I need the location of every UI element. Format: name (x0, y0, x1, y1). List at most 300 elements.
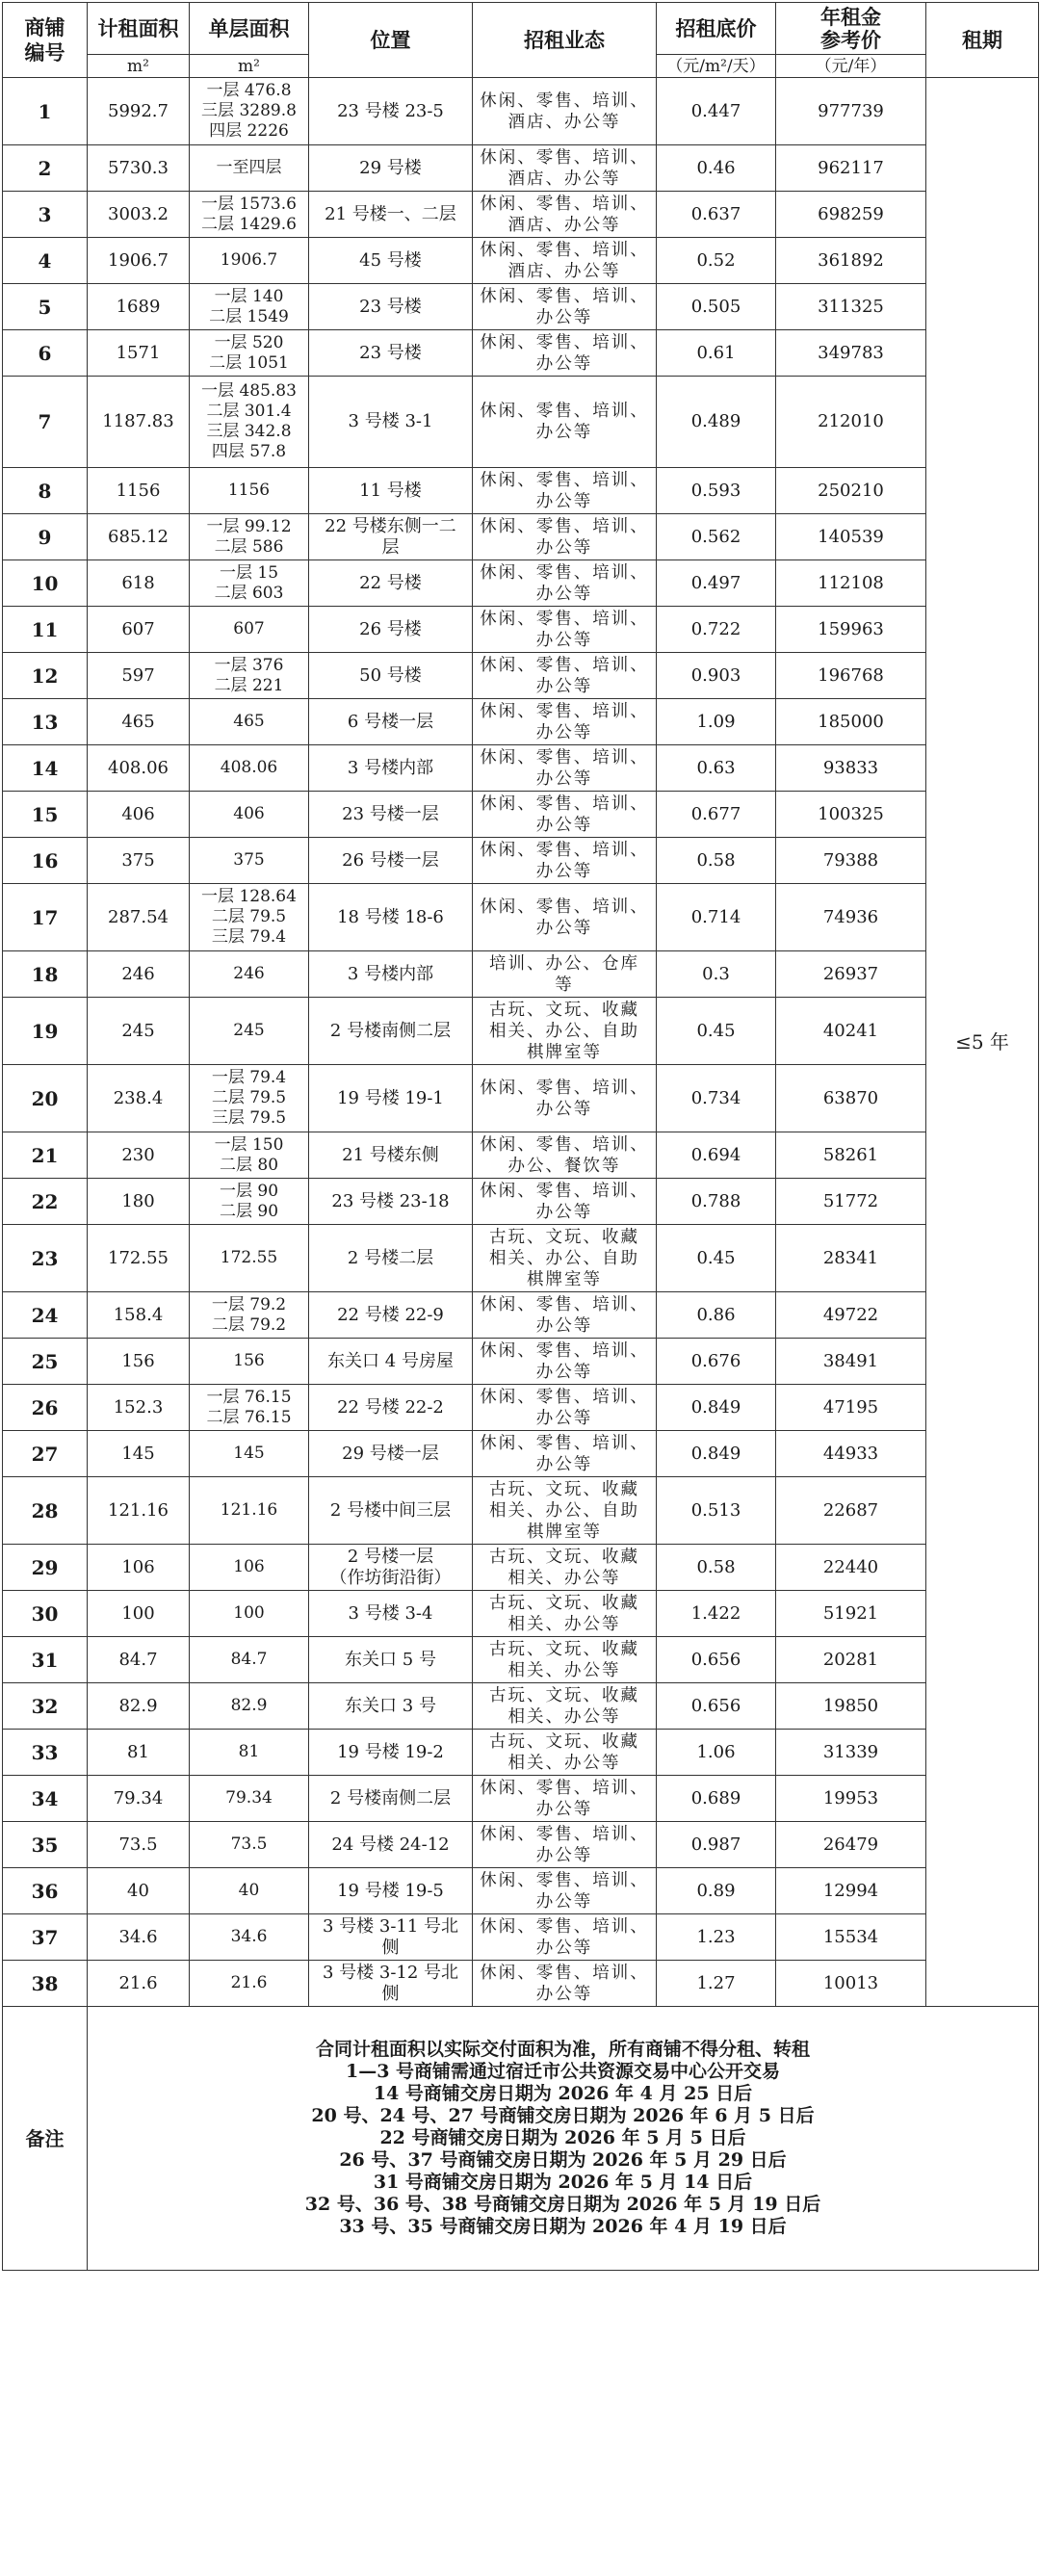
cell-location-line: 24 号楼 24-12 (331, 1834, 450, 1855)
cell-shop-no-text: 24 (31, 1303, 59, 1327)
cell-rent-area-text: 81 (127, 1741, 149, 1762)
cell-rent-area-text: 79.34 (113, 1787, 164, 1808)
cell-location-line: 29 号楼 (359, 157, 422, 178)
cell-rent-area (88, 1545, 190, 1591)
cell-floor-area-line: 二层 603 (214, 583, 284, 603)
cell-shop-no-text: 5 (38, 295, 52, 319)
cell-business-line: 相关、办公等 (507, 1706, 621, 1727)
cell-shop-no-text: 2 (38, 156, 52, 180)
cell-business-line: 休闲、零售、培训、 (480, 194, 649, 214)
cell-base-price (657, 745, 776, 792)
cell-shop-no (3, 1292, 88, 1339)
shop-rental-table (2, 2, 1039, 2271)
cell-business-line: 棋牌室等 (527, 1522, 602, 1542)
cell-floor-area-line: 172.55 (220, 1248, 278, 1267)
cell-business-line: 办公等 (535, 1315, 593, 1336)
cell-location (309, 1132, 473, 1179)
header-term-text: 租期 (962, 27, 1002, 52)
cell-floor-area-line: 408.06 (220, 758, 278, 777)
cell-base-price-text: 0.63 (696, 757, 736, 778)
cell-annual-rent-text: 10013 (822, 1972, 879, 1993)
cell-location (309, 1431, 473, 1477)
cell-business (473, 377, 657, 468)
cell-base-price (657, 699, 776, 745)
header-business-text: 招租业态 (524, 27, 605, 52)
cell-business (473, 1591, 657, 1637)
cell-rent-area (88, 838, 190, 884)
cell-shop-no (3, 514, 88, 560)
cell-rent-area (88, 1065, 190, 1132)
cell-business-line: 培训、办公、仓库 (489, 953, 639, 974)
cell-business (473, 1065, 657, 1132)
table-row (3, 284, 1039, 330)
cell-business (473, 78, 657, 145)
cell-floor-area (190, 951, 309, 998)
header-rent-area (88, 3, 190, 55)
cell-base-price (657, 1961, 776, 2007)
cell-annual-rent (776, 1225, 926, 1292)
table-row (3, 951, 1039, 998)
cell-annual-rent (776, 607, 926, 653)
cell-floor-area-line: 34.6 (230, 1927, 268, 1946)
table-row (3, 468, 1039, 514)
cell-location (309, 1292, 473, 1339)
cell-floor-area (190, 998, 309, 1065)
cell-location (309, 514, 473, 560)
cell-floor-area-line: 106 (233, 1557, 265, 1576)
cell-annual-rent (776, 1914, 926, 1961)
cell-floor-area (190, 1385, 309, 1431)
cell-annual-rent-text: 19850 (822, 1695, 879, 1716)
cell-business (473, 792, 657, 838)
cell-floor-area-line: 406 (233, 804, 265, 823)
cell-floor-area-line: 一层 99.12 (206, 516, 292, 536)
cell-shop-no (3, 1868, 88, 1914)
cell-location-line: 23 号楼 23-18 (331, 1190, 450, 1211)
cell-annual-rent-text: 63870 (822, 1087, 879, 1108)
cell-rent-area-text: 84.7 (118, 1649, 158, 1670)
cell-annual-rent-text: 22440 (822, 1556, 879, 1577)
cell-business (473, 1822, 657, 1868)
cell-rent-area (88, 1591, 190, 1637)
remark-line: 1—3 号商铺需通过宿迁市公共资源交易中心公开交易 (345, 2061, 781, 2082)
cell-annual-rent-text: 38491 (822, 1350, 879, 1371)
cell-floor-area-line: 二层 586 (214, 536, 284, 557)
cell-base-price-text: 0.656 (690, 1649, 741, 1670)
cell-base-price-text: 0.656 (690, 1695, 741, 1716)
cell-shop-no (3, 1914, 88, 1961)
table-row (3, 1545, 1039, 1591)
cell-business (473, 1961, 657, 2007)
cell-floor-area-line: 二层 79.5 (211, 1088, 287, 1107)
cell-base-price (657, 1868, 776, 1914)
cell-floor-area (190, 1961, 309, 2007)
cell-location (309, 192, 473, 238)
table-row (3, 560, 1039, 607)
cell-rent-area (88, 653, 190, 699)
cell-business-line: 酒店、办公等 (507, 215, 621, 235)
table-row (3, 1776, 1039, 1822)
cell-shop-no-text: 13 (31, 710, 59, 734)
cell-rent-area (88, 1637, 190, 1683)
table-row (3, 1914, 1039, 1961)
cell-location (309, 699, 473, 745)
cell-shop-no-text: 22 (31, 1189, 59, 1213)
cell-location-line: 6 号楼一层 (347, 711, 434, 732)
cell-shop-no-text: 30 (31, 1601, 59, 1626)
cell-business-line: 办公等 (535, 861, 593, 881)
cell-location (309, 998, 473, 1065)
remarks-label-text: 备注 (25, 2126, 65, 2150)
cell-base-price-text: 0.58 (696, 1556, 736, 1577)
table-row (3, 145, 1039, 192)
cell-rent-area-text: 1689 (116, 296, 161, 317)
cell-location-line: 22 号楼 22-2 (337, 1396, 444, 1418)
cell-base-price-text: 0.637 (690, 203, 741, 224)
cell-floor-area-line: 四层 57.8 (211, 442, 287, 461)
cell-annual-rent (776, 1730, 926, 1776)
cell-rent-area (88, 1132, 190, 1179)
cell-shop-no-text: 33 (31, 1740, 59, 1764)
cell-shop-no (3, 1822, 88, 1868)
cell-business-line: 办公等 (535, 1454, 593, 1474)
cell-rent-area-text: 465 (121, 711, 155, 732)
cell-annual-rent (776, 998, 926, 1065)
cell-shop-no-text: 9 (38, 525, 52, 549)
cell-location-line: 2 号楼二层 (347, 1247, 434, 1268)
cell-rent-area-text: 106 (121, 1556, 155, 1577)
cell-location-line: 层 (381, 536, 400, 558)
cell-business (473, 1914, 657, 1961)
cell-base-price (657, 1822, 776, 1868)
cell-business-line: 古玩、文玩、收藏 (489, 1685, 639, 1705)
cell-business (473, 1868, 657, 1914)
cell-floor-area (190, 1637, 309, 1683)
cell-base-price (657, 1914, 776, 1961)
cell-location-line: 3 号楼 3-1 (348, 411, 433, 431)
cell-base-price (657, 838, 776, 884)
cell-business (473, 1132, 657, 1179)
cell-location-line: 2 号楼一层 (347, 1546, 434, 1567)
cell-floor-area-line: 一层 150 (214, 1134, 284, 1155)
cell-rent-area (88, 238, 190, 284)
cell-floor-area (190, 1914, 309, 1961)
cell-base-price-text: 0.46 (696, 157, 736, 178)
cell-rent-area (88, 1225, 190, 1292)
cell-annual-rent (776, 1683, 926, 1730)
cell-base-price-text: 1.09 (696, 711, 736, 732)
cell-business-line: 办公等 (535, 1845, 593, 1865)
cell-rent-area (88, 514, 190, 560)
cell-floor-area-line: 一层 79.2 (211, 1294, 287, 1314)
cell-business (473, 1545, 657, 1591)
cell-floor-area-line: 1156 (227, 481, 271, 500)
cell-annual-rent (776, 468, 926, 514)
cell-location (309, 1339, 473, 1385)
table-row (3, 78, 1039, 145)
cell-business-line: 古玩、文玩、收藏 (489, 1639, 639, 1659)
cell-annual-rent (776, 377, 926, 468)
remarks-label (3, 2007, 88, 2271)
cell-floor-area (190, 1683, 309, 1730)
cell-base-price-text: 0.447 (690, 100, 741, 121)
cell-business-line: 休闲、零售、培训、 (480, 470, 649, 490)
cell-base-price (657, 653, 776, 699)
table-row (3, 745, 1039, 792)
cell-floor-area-line: 一层 140 (214, 286, 284, 306)
cell-shop-no (3, 998, 88, 1065)
cell-location-line: 3 号楼内部 (347, 757, 434, 778)
cell-business-line: 休闲、零售、培训、 (480, 1778, 649, 1798)
cell-shop-no (3, 1730, 88, 1776)
cell-rent-area-text: 246 (121, 963, 155, 984)
cell-location-line: 22 号楼 22-9 (337, 1304, 444, 1325)
cell-floor-area-line: 100 (233, 1603, 265, 1623)
cell-location (309, 792, 473, 838)
cell-floor-area-line: 375 (233, 850, 265, 870)
cell-business-line: 酒店、办公等 (507, 169, 621, 189)
cell-rent-area (88, 1431, 190, 1477)
table-row (3, 1591, 1039, 1637)
remark-line: 31 号商铺交房日期为 2026 年 5 月 14 日后 (373, 2172, 753, 2193)
remarks-content (88, 2007, 1039, 2271)
cell-floor-area-line: 465 (233, 712, 265, 731)
cell-floor-area (190, 1776, 309, 1822)
cell-shop-no (3, 1961, 88, 2007)
cell-floor-area (190, 1132, 309, 1179)
remark-line: 32 号、36 号、38 号商铺交房日期为 2026 年 5 月 19 日后 (304, 2194, 821, 2215)
cell-rent-area-text: 156 (121, 1350, 155, 1371)
cell-annual-rent (776, 1431, 926, 1477)
cell-business-line: 办公等 (535, 815, 593, 835)
cell-shop-no (3, 1065, 88, 1132)
cell-floor-area (190, 699, 309, 745)
cell-rent-area (88, 745, 190, 792)
cell-shop-no-text: 34 (31, 1786, 59, 1810)
cell-shop-no-text: 37 (31, 1925, 59, 1949)
cell-annual-rent-text: 22687 (822, 1499, 879, 1521)
cell-annual-rent (776, 1292, 926, 1339)
cell-annual-rent-text: 962117 (818, 157, 884, 178)
cell-annual-rent-text: 212010 (818, 411, 884, 431)
cell-location-line: 2 号楼中间三层 (329, 1499, 452, 1521)
cell-annual-rent-text: 185000 (818, 711, 884, 732)
cell-location-line: 11 号楼 (359, 480, 422, 501)
cell-shop-no-text: 35 (31, 1833, 59, 1857)
header-business (473, 3, 657, 78)
cell-floor-area-line: 246 (233, 964, 265, 983)
cell-floor-area-line: 82.9 (230, 1696, 268, 1715)
header-annual-rent-text: 年租金 参考价 (820, 4, 881, 52)
cell-base-price-text: 0.734 (690, 1087, 741, 1108)
cell-base-price (657, 1637, 776, 1683)
table-row (3, 1477, 1039, 1545)
cell-floor-area (190, 1225, 309, 1292)
cell-rent-area (88, 607, 190, 653)
cell-base-price (657, 1179, 776, 1225)
cell-floor-area (190, 884, 309, 951)
cell-floor-area-line: 二层 221 (214, 675, 284, 695)
cell-rent-area (88, 560, 190, 607)
cell-shop-no-text: 23 (31, 1246, 59, 1270)
cell-location (309, 884, 473, 951)
cell-shop-no (3, 560, 88, 607)
table-row (3, 838, 1039, 884)
cell-location (309, 468, 473, 514)
cell-floor-area-line: 73.5 (230, 1834, 268, 1854)
cell-annual-rent (776, 1822, 926, 1868)
cell-shop-no-text: 12 (31, 664, 59, 688)
cell-location (309, 377, 473, 468)
cell-business-line: 休闲、零售、培训、 (480, 286, 649, 306)
cell-floor-area-line: 81 (238, 1742, 260, 1761)
cell-annual-rent-text: 20281 (822, 1649, 879, 1670)
cell-annual-rent-text: 74936 (822, 906, 879, 927)
cell-shop-no (3, 1179, 88, 1225)
cell-location (309, 1776, 473, 1822)
cell-business-line: 休闲、零售、培训、 (480, 609, 649, 629)
cell-annual-rent-text: 49722 (822, 1304, 879, 1325)
cell-business (473, 607, 657, 653)
cell-base-price (657, 607, 776, 653)
cell-annual-rent (776, 1132, 926, 1179)
cell-business-line: 休闲、零售、培训、 (480, 1181, 649, 1201)
cell-base-price-text: 0.788 (690, 1190, 741, 1211)
cell-floor-area (190, 1822, 309, 1868)
cell-business-line: 相关、办公等 (507, 1614, 621, 1634)
cell-business-line: 休闲、零售、培训、 (480, 562, 649, 583)
cell-business-line: 办公等 (535, 1938, 593, 1958)
cell-base-price (657, 1776, 776, 1822)
cell-business (473, 1477, 657, 1545)
cell-shop-no (3, 377, 88, 468)
cell-floor-area-line: 84.7 (230, 1650, 268, 1669)
cell-business-line: 办公等 (535, 353, 593, 374)
cell-floor-area (190, 377, 309, 468)
cell-location-line: 18 号楼 18-6 (337, 906, 444, 927)
cell-floor-area-line: 二层 79.2 (211, 1314, 287, 1335)
cell-floor-area-line: 245 (233, 1021, 265, 1040)
cell-rent-area-text: 3003.2 (108, 203, 169, 224)
cell-shop-no-text: 4 (38, 248, 52, 273)
cell-business-line: 办公等 (535, 1202, 593, 1222)
cell-rent-area-text: 230 (121, 1144, 155, 1165)
cell-floor-area-line: 一层 128.64 (201, 887, 297, 906)
cell-business-line: 办公、餐饮等 (507, 1156, 621, 1176)
cell-annual-rent (776, 284, 926, 330)
cell-location (309, 1477, 473, 1545)
cell-location-line: 3 号楼 3-12 号北 (322, 1962, 459, 1983)
cell-floor-area-line: 四层 2226 (209, 121, 289, 141)
cell-floor-area-line: 三层 3289.8 (201, 101, 297, 120)
cell-shop-no-text: 6 (38, 341, 52, 365)
table-row (3, 1730, 1039, 1776)
cell-annual-rent-text: 26479 (822, 1834, 879, 1855)
cell-annual-rent-text: 79388 (822, 849, 879, 871)
cell-location (309, 1822, 473, 1868)
remark-line: 22 号商铺交房日期为 2026 年 5 月 5 日后 (379, 2127, 746, 2148)
cell-base-price (657, 1385, 776, 1431)
header-base-price-unit (657, 55, 776, 78)
cell-annual-rent (776, 560, 926, 607)
cell-business-line: 办公等 (535, 537, 593, 558)
cell-location-line: 22 号楼东侧一二 (325, 515, 456, 536)
cell-business (473, 1225, 657, 1292)
cell-annual-rent (776, 1776, 926, 1822)
cell-shop-no-text: 7 (38, 410, 52, 433)
cell-base-price (657, 145, 776, 192)
cell-base-price-text: 0.3 (702, 963, 730, 984)
cell-annual-rent (776, 330, 926, 377)
cell-shop-no (3, 699, 88, 745)
cell-base-price (657, 1431, 776, 1477)
cell-floor-area (190, 745, 309, 792)
cell-floor-area (190, 145, 309, 192)
cell-business-line: 办公等 (535, 1099, 593, 1119)
cell-shop-no (3, 468, 88, 514)
cell-business (473, 653, 657, 699)
cell-rent-area-text: 245 (121, 1020, 155, 1041)
cell-business (473, 560, 657, 607)
cell-shop-no (3, 653, 88, 699)
cell-business-line: 休闲、零售、培训、 (480, 1963, 649, 1983)
cell-annual-rent-text: 698259 (818, 203, 884, 224)
cell-floor-area (190, 1477, 309, 1545)
cell-business (473, 192, 657, 238)
cell-floor-area-line: 一层 79.4 (211, 1068, 287, 1087)
cell-location (309, 1065, 473, 1132)
cell-business-line: 休闲、零售、培训、 (480, 701, 649, 721)
header-rent-area-unit (88, 55, 190, 78)
cell-business-line: 休闲、零售、培训、 (480, 240, 649, 260)
cell-business (473, 284, 657, 330)
cell-floor-area-line: 79.34 (225, 1788, 273, 1808)
cell-rent-area-text: 82.9 (118, 1695, 158, 1716)
cell-rent-area-text: 1906.7 (108, 249, 169, 271)
cell-location (309, 145, 473, 192)
header-annual-rent (776, 3, 926, 55)
cell-location (309, 330, 473, 377)
header-base-price-text: 招租底价 (675, 15, 757, 40)
cell-shop-no-text: 1 (38, 99, 52, 123)
cell-annual-rent (776, 1477, 926, 1545)
cell-shop-no (3, 284, 88, 330)
cell-floor-area (190, 514, 309, 560)
cell-rent-area-text: 1156 (116, 480, 161, 501)
cell-rent-area-text: 5992.7 (108, 100, 169, 121)
cell-floor-area-line: 二层 1051 (209, 352, 289, 373)
cell-shop-no-text: 17 (31, 905, 59, 929)
remark-line: 26 号、37 号商铺交房日期为 2026 年 5 月 29 日后 (339, 2149, 787, 2171)
cell-business-line: 酒店、办公等 (507, 112, 621, 132)
cell-floor-area (190, 238, 309, 284)
cell-annual-rent-text: 93833 (822, 757, 879, 778)
cell-floor-area-line: 21.6 (230, 1973, 268, 1992)
cell-business-line: 古玩、文玩、收藏 (489, 1227, 639, 1247)
cell-business-line: 休闲、零售、培训、 (480, 1916, 649, 1937)
cell-location (309, 653, 473, 699)
cell-base-price (657, 1132, 776, 1179)
cell-rent-area-text: 40 (127, 1880, 149, 1901)
cell-rent-area (88, 1339, 190, 1385)
cell-business (473, 1385, 657, 1431)
cell-base-price (657, 468, 776, 514)
cell-base-price-text: 0.58 (696, 849, 736, 871)
cell-business (473, 745, 657, 792)
cell-floor-area-line: 二层 301.4 (206, 402, 292, 421)
cell-business-line: 休闲、零售、培训、 (480, 1870, 649, 1890)
cell-business-line: 休闲、零售、培训、 (480, 516, 649, 536)
